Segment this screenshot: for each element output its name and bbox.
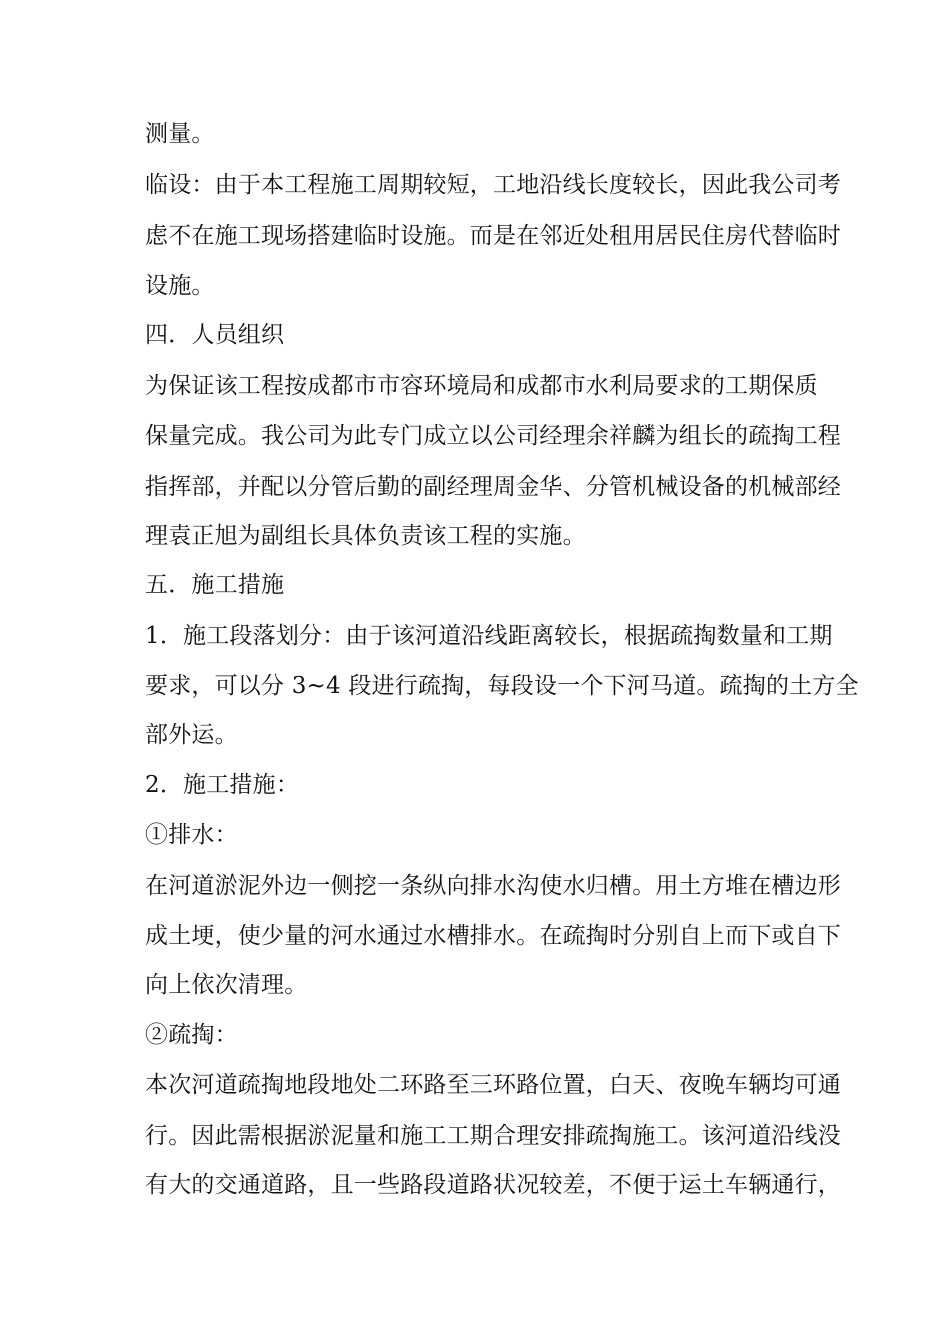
body-text-line: 成土埂，使少量的河水通过水槽排水。在疏掏时分别自上而下或自下 xyxy=(145,923,841,949)
subsection-heading: 2．施工措施： xyxy=(145,772,300,798)
body-text-line: 1．施工段落划分：由于该河道沿线距离较长，根据疏掏数量和工期 xyxy=(145,623,833,649)
section-heading: 五．施工措施 xyxy=(145,572,285,598)
body-text-line: 向上依次清理。 xyxy=(145,972,308,998)
body-text-line: 临设：由于本工程施工周期较短，工地沿线长度较长，因此我公司考 xyxy=(145,172,841,198)
body-text-line: 要求，可以分 3~4 段进行疏掏，每段设一个下河马道。疏掏的土方全 xyxy=(145,673,859,699)
body-text-line: 指挥部，并配以分管后勤的副经理周金华、分管机械设备的机械部经 xyxy=(145,474,841,500)
body-text-line: 本次河道疏掏地段地处二环路至三环路位置，白天、夜晚车辆均可通 xyxy=(145,1072,841,1098)
subsection-heading: ①排水： xyxy=(145,822,238,848)
body-text-line: 有大的交通道路，且一些路段道路状况较差，不便于运土车辆通行， xyxy=(145,1172,841,1198)
subsection-heading: ②疏掏： xyxy=(145,1022,238,1048)
body-text-line: 在河道淤泥外边一侧挖一条纵向排水沟使水归槽。用土方堆在槽边形 xyxy=(145,873,841,899)
body-text-line: 测量。 xyxy=(145,121,215,147)
body-text-line: 部外运。 xyxy=(145,722,238,748)
body-text-line: 为保证该工程按成都市市容环境局和成都市水利局要求的工期保质 xyxy=(145,373,818,399)
section-heading: 四．人员组织 xyxy=(145,322,285,348)
body-text-line: 行。因此需根据淤泥量和施工工期合理安排疏掏施工。该河道沿线没 xyxy=(145,1123,841,1149)
body-text-line: 保量完成。我公司为此专门成立以公司经理余祥麟为组长的疏掏工程 xyxy=(145,423,841,449)
body-text-line: 设施。 xyxy=(145,273,215,299)
body-text-line: 理袁正旭为副组长具体负责该工程的实施。 xyxy=(145,523,586,549)
body-text-line: 虑不在施工现场搭建临时设施。而是在邻近处租用居民住房代替临时 xyxy=(145,223,841,249)
